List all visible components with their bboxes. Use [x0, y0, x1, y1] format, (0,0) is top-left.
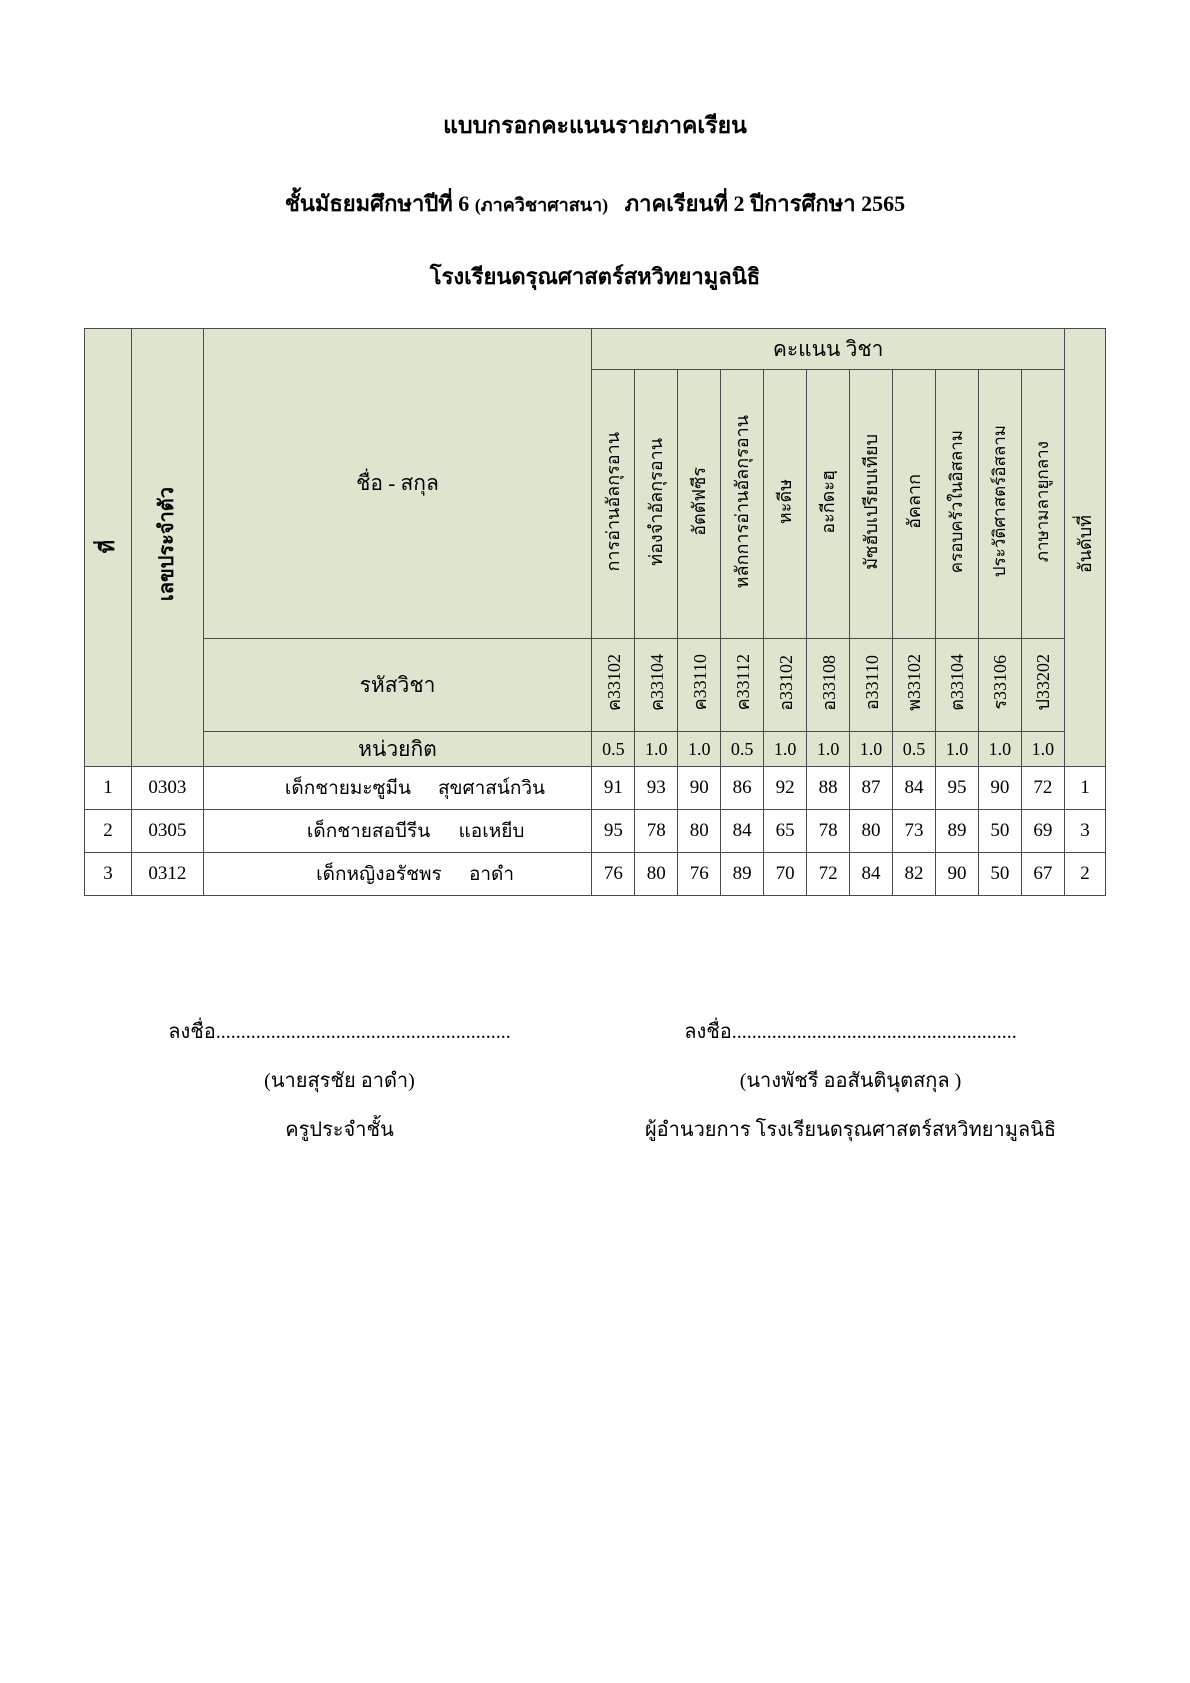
header-subject-9 — [935, 370, 978, 639]
row-score-1: 95 — [592, 810, 635, 853]
table-header-row-group — [85, 329, 1106, 370]
subject-label: ท่องจำอัลกุรอาน — [646, 437, 667, 566]
row-no: 2 — [85, 810, 132, 853]
header-subject-6 — [807, 370, 850, 639]
row-score-7: 80 — [850, 810, 893, 853]
row-score-2: 78 — [635, 810, 678, 853]
student-last-name: แอเหยีบ — [458, 821, 525, 842]
header-subject-7 — [850, 370, 893, 639]
row-score-7: 84 — [850, 853, 893, 896]
score-table — [84, 328, 1106, 896]
credit-4: 0.5 — [721, 732, 764, 767]
row-score-6: 78 — [807, 810, 850, 853]
credit-7: 1.0 — [850, 732, 893, 767]
header-student-id-label: เลขประจำตัว — [156, 487, 179, 602]
signature-name-director: (นางพัชรี ออสันตินุตสกุล ) — [739, 1070, 962, 1092]
row-score-3: 90 — [678, 767, 721, 810]
header-rank-label: อันดับที่ — [1075, 515, 1096, 574]
row-score-5: 92 — [764, 767, 807, 810]
code-text: ค33110 — [689, 654, 710, 711]
credit-2: 1.0 — [635, 732, 678, 767]
credit-1: 0.5 — [592, 732, 635, 767]
header-subject-2 — [635, 370, 678, 639]
term-year: ภาคเรียนที่ 2 ปีการศึกษา 2565 — [624, 191, 906, 216]
subject-label: อัตตัฟซีร — [689, 467, 710, 536]
subject-code-6 — [807, 639, 850, 732]
credit-10: 1.0 — [978, 732, 1021, 767]
class-branch: (ภาควิชาศาสนา) — [474, 195, 609, 215]
document-header — [0, 0, 1190, 294]
credit-5: 1.0 — [764, 732, 807, 767]
row-score-4: 84 — [721, 810, 764, 853]
class-level: ชั้นมัธยมศึกษาปีที่ 6 — [284, 191, 470, 216]
subject-code-1 — [592, 639, 635, 732]
header-no-label: ที่ — [97, 539, 120, 553]
row-score-8: 82 — [893, 853, 936, 896]
student-last-name: อาดำ — [468, 864, 515, 885]
code-text: อ33108 — [818, 654, 839, 711]
row-score-10: 90 — [978, 767, 1021, 810]
header-subject-4 — [721, 370, 764, 639]
signature-name-teacher: (นายสุรชัย อาดำ) — [264, 1070, 415, 1092]
student-first-name: เด็กชายมะซูมีน — [284, 778, 412, 799]
table-header-row-codes — [85, 639, 1106, 732]
row-no: 1 — [85, 767, 132, 810]
credit-9: 1.0 — [935, 732, 978, 767]
row-score-1: 91 — [592, 767, 635, 810]
row-student-name — [203, 810, 592, 853]
subject-label: มัซฮับเปรียบเทียบ — [861, 433, 882, 570]
header-subject-11 — [1021, 370, 1064, 639]
subject-code-2 — [635, 639, 678, 732]
row-student-id: 0312 — [132, 853, 204, 896]
subject-code-7 — [850, 639, 893, 732]
row-score-4: 86 — [721, 767, 764, 810]
credit-11: 1.0 — [1021, 732, 1064, 767]
subject-label: อัคลาก — [903, 474, 924, 529]
credit-8: 0.5 — [893, 732, 936, 767]
code-text: ค33112 — [732, 654, 753, 711]
row-score-5: 65 — [764, 810, 807, 853]
row-no: 3 — [85, 853, 132, 896]
table-row — [85, 853, 1106, 896]
code-text: อ33110 — [861, 654, 882, 711]
header-cell-rank — [1064, 329, 1105, 767]
row-score-9: 90 — [935, 853, 978, 896]
subject-label: หะดีษ — [775, 478, 796, 525]
row-score-2: 93 — [635, 767, 678, 810]
signature-block-teacher — [84, 1008, 595, 1155]
signature-line-teacher: ลงชื่อ........................................................... — [168, 1021, 511, 1043]
student-last-name: สุขศาสน์กวิน — [437, 778, 546, 799]
row-score-10: 50 — [978, 853, 1021, 896]
subject-code-3 — [678, 639, 721, 732]
subject-code-4 — [721, 639, 764, 732]
subject-code-11 — [1021, 639, 1064, 732]
school-name: โรงเรียนดรุณศาสตร์สหวิทยามูลนิธิ — [429, 264, 761, 289]
table-row — [85, 767, 1106, 810]
subject-code-9 — [935, 639, 978, 732]
header-subject-5 — [764, 370, 807, 639]
row-score-8: 84 — [893, 767, 936, 810]
subject-label: ครอบครัวในอิสลาม — [947, 429, 967, 574]
signature-role-director: ผู้อำนวยการ โรงเรียนดรุณศาสตร์สหวิทยามูลนิธิ — [644, 1119, 1057, 1141]
row-student-name — [203, 853, 592, 896]
credit-6: 1.0 — [807, 732, 850, 767]
row-score-7: 87 — [850, 767, 893, 810]
header-subject-8 — [893, 370, 936, 639]
credit-3: 1.0 — [678, 732, 721, 767]
header-cell-scores-group — [592, 329, 1065, 370]
subject-code-5 — [764, 639, 807, 732]
code-text: ร33106 — [990, 655, 1011, 710]
subject-label: การอ่านอัลกุรอาน — [603, 431, 624, 572]
code-text: พ33102 — [904, 654, 925, 711]
subject-label: ประวัติศาสตร์อิสลาม — [990, 425, 1010, 578]
signature-line-director: ลงชื่อ......................................................... — [684, 1021, 1017, 1043]
header-scores-group-label: คะแนน วิชา — [772, 336, 884, 361]
row-rank: 3 — [1064, 810, 1105, 853]
row-score-4: 89 — [721, 853, 764, 896]
header-subject-1 — [592, 370, 635, 639]
subject-label: ภาษามลายูกลาง — [1033, 440, 1053, 563]
code-text: ค33104 — [646, 653, 667, 712]
class-term-line — [0, 186, 1190, 221]
row-score-8: 73 — [893, 810, 936, 853]
row-score-9: 95 — [935, 767, 978, 810]
page-title: แบบกรอกคะแนนรายภาคเรียน — [443, 113, 747, 138]
header-cell-no — [85, 329, 132, 767]
header-subject-10 — [978, 370, 1021, 639]
signature-role-teacher: ครูประจำชั้น — [285, 1119, 394, 1141]
row-score-6: 72 — [807, 853, 850, 896]
row-score-5: 70 — [764, 853, 807, 896]
row-score-6: 88 — [807, 767, 850, 810]
subject-code-8 — [893, 639, 936, 732]
header-cell-name — [203, 329, 592, 639]
subject-label: อะกีดะฮฺ — [818, 469, 839, 534]
row-student-id: 0305 — [132, 810, 204, 853]
row-score-3: 76 — [678, 853, 721, 896]
row-score-11: 72 — [1021, 767, 1064, 810]
subject-code-10 — [978, 639, 1021, 732]
header-subject-code-label: รหัสวิชา — [203, 639, 592, 732]
code-text: ค33102 — [603, 653, 624, 712]
header-subject-3 — [678, 370, 721, 639]
score-table-container — [84, 328, 1106, 896]
row-score-11: 69 — [1021, 810, 1064, 853]
code-text: อ33102 — [775, 654, 796, 711]
code-text: ต33104 — [947, 654, 968, 711]
table-header-row-credits — [85, 732, 1106, 767]
signature-block-director — [595, 1008, 1106, 1155]
row-score-11: 67 — [1021, 853, 1064, 896]
header-name-label: ชื่อ - สกุล — [356, 471, 439, 495]
header-credit-label: หน่วยกิต — [203, 732, 592, 767]
row-score-10: 50 — [978, 810, 1021, 853]
row-score-9: 89 — [935, 810, 978, 853]
row-rank: 1 — [1064, 767, 1105, 810]
code-text: ป33202 — [1033, 654, 1054, 711]
student-first-name: เด็กหญิงอรัชพร — [316, 864, 442, 885]
row-score-1: 76 — [592, 853, 635, 896]
row-score-3: 80 — [678, 810, 721, 853]
table-row — [85, 810, 1106, 853]
row-student-id: 0303 — [132, 767, 204, 810]
student-first-name: เด็กชายสอบีรีน — [306, 821, 431, 842]
header-cell-student-id — [132, 329, 204, 767]
signature-area — [84, 1008, 1106, 1155]
row-score-2: 80 — [635, 853, 678, 896]
subject-label: หลักการอ่านอัลกุรอาน — [732, 414, 753, 589]
row-student-name — [203, 767, 592, 810]
row-rank: 2 — [1064, 853, 1105, 896]
